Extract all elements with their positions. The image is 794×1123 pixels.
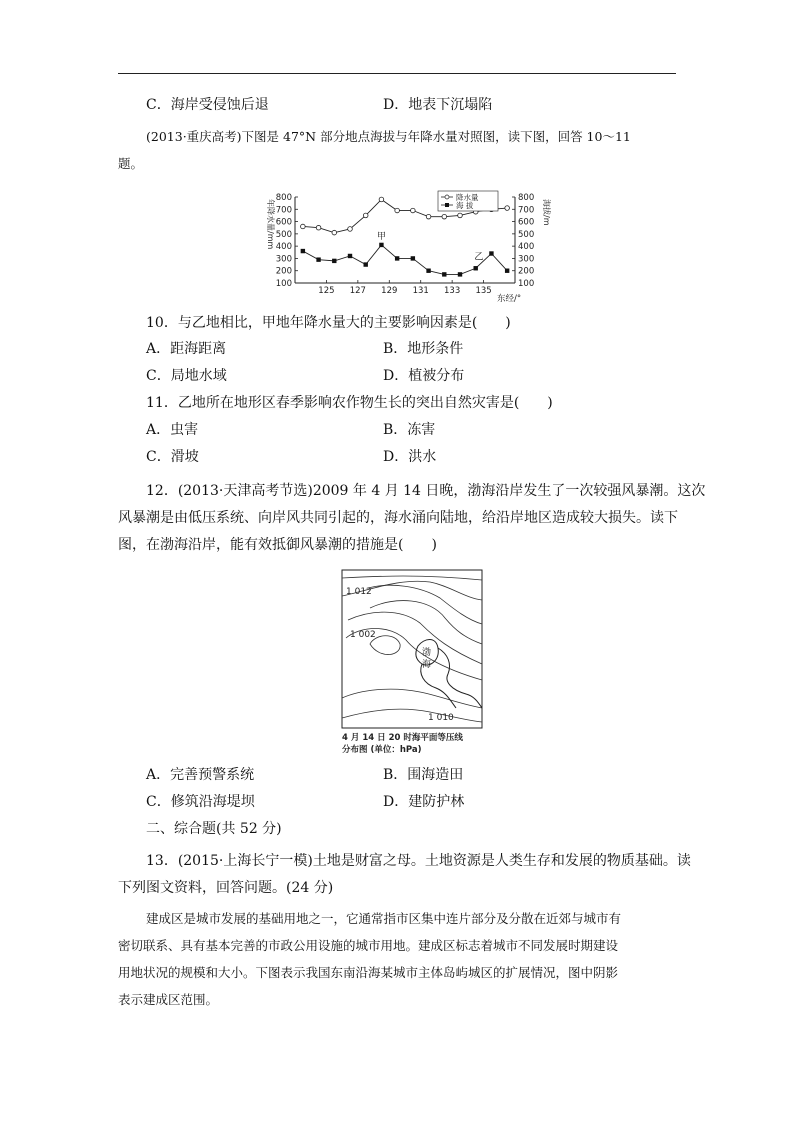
altitude-precipitation-chart [255, 185, 555, 305]
point-precipitation [332, 230, 337, 235]
y-tick-left-label: 800 [275, 193, 292, 203]
point-altitude [332, 259, 336, 263]
y-tick-right-label: 800 [518, 193, 535, 203]
y-tick-right-label: 300 [518, 254, 535, 265]
q10-option-a: A．距海距离 [146, 341, 227, 357]
header-rule [118, 73, 676, 74]
q12-option-c: C．修筑沿海堤坝 [146, 794, 255, 810]
y-tick-right-label: 600 [518, 217, 535, 228]
q11-option-a: A．虫害 [146, 422, 199, 438]
point-altitude [379, 243, 383, 247]
y-tick-right-label: 400 [518, 242, 535, 253]
x-tick-label: 127 [349, 286, 366, 296]
point-precipitation [301, 224, 306, 229]
q11-option-c: C．滑坡 [146, 449, 199, 465]
label-1010: 1 010 [428, 713, 454, 723]
y-tick-left-label: 600 [275, 217, 292, 228]
point-altitude [426, 269, 430, 273]
y-tick-right-label: 500 [518, 229, 535, 240]
q12-line1: 12．(2013·天津高考节选)2009 年 4 月 14 日晚，渤海沿岸发生了一次较强风暴潮。这次 [146, 483, 706, 499]
point-altitude [474, 266, 478, 270]
y-tick-left-label: 400 [275, 242, 292, 253]
label-bo: 渤 [422, 648, 432, 658]
point-precipitation [442, 214, 447, 219]
x-tick-label: 131 [412, 286, 429, 296]
y-tick-left-label: 700 [275, 205, 292, 216]
y-tick-left-label: 300 [275, 254, 292, 265]
point-precipitation [458, 213, 463, 218]
q9-option-c: C．海岸受侵蚀后退 [146, 97, 269, 113]
point-altitude [301, 249, 305, 253]
point-altitude [442, 272, 446, 276]
x-tick-label: 129 [381, 286, 398, 296]
map-caption-line2: 分布图 (单位：hPa) [342, 745, 422, 755]
q12-option-b: B．围海造田 [383, 767, 464, 783]
point-altitude [364, 262, 368, 266]
label-1002: 1 002 [350, 630, 376, 640]
isobar-map [340, 568, 485, 758]
q10-option-d: D．植被分布 [383, 368, 465, 384]
q11-option-b: B．冻害 [383, 422, 436, 438]
point-precipitation [505, 206, 510, 211]
legend-marker-circle [445, 195, 449, 199]
q13-material-line2: 密切联系、具有基本完善的市政公用设施的城市用地。建成区标志着城市不同发展时期建设 [118, 938, 619, 953]
x-tick-label: 135 [475, 286, 492, 296]
chart-ylabel-right: 海拔/m [542, 199, 551, 226]
point-precipitation [379, 197, 384, 202]
q10-option-b: B．地形条件 [383, 341, 464, 357]
q13-material-line4: 表示建成区范围。 [118, 992, 219, 1007]
point-altitude [316, 257, 320, 261]
map-caption-line1: 4 月 14 日 20 时海平面等压线 [342, 733, 463, 743]
q13-material-line1: 建成区是城市发展的基础用地之一，它通常指市区集中连片部分及分散在近郊与城市有 [146, 911, 622, 926]
point-precipitation [316, 225, 321, 230]
point-precipitation [395, 208, 400, 213]
point-precipitation [363, 213, 368, 218]
chart-ylabel-left: 年降水量/mm [266, 199, 275, 250]
y-tick-right-label: 200 [518, 266, 535, 277]
x-tick-label: 133 [444, 286, 461, 296]
point-altitude [489, 251, 493, 255]
chart-annotation: 甲 [376, 231, 386, 242]
section-2-heading: 二、综合题(共 52 分) [146, 821, 282, 837]
point-altitude [411, 256, 415, 260]
point-altitude [458, 272, 462, 276]
q13-line2: 下列图文资料，回答问题。(24 分) [118, 880, 334, 896]
y-tick-left-label: 500 [275, 229, 292, 240]
q13-line1: 13．(2015·上海长宁一模)土地是财富之母。土地资源是人类生存和发展的物质基础。读 [146, 853, 691, 869]
point-altitude [348, 254, 352, 258]
q10-stem: 10．与乙地相比，甲地年降水量大的主要影响因素是( ) [146, 315, 511, 331]
y-tick-left-label: 200 [275, 266, 292, 277]
point-altitude [395, 256, 399, 260]
label-hai: 海 [422, 660, 432, 670]
q12-option-d: D．建防护林 [383, 794, 465, 810]
q11-option-d: D．洪水 [383, 449, 437, 465]
q10-option-c: C．局地水域 [146, 368, 227, 384]
q9-option-d: D．地表下沉塌陷 [383, 97, 493, 113]
chart-xlabel: 东经/° [497, 294, 522, 304]
x-tick-label: 125 [318, 286, 335, 296]
q12-line2: 风暴潮是由低压系统、向岸风共同引起的，海水涌向陆地，给沿岸地区造成较大损失。读下 [118, 510, 678, 526]
intro-10-11-line2: 题。 [118, 156, 144, 171]
chart-annotation: 乙 [474, 252, 484, 263]
legend-label: 海 拔 [456, 201, 474, 210]
y-tick-right-label: 700 [518, 205, 535, 216]
q12-option-a: A．完善预警系统 [146, 767, 255, 783]
legend-label: 降水量 [456, 193, 479, 202]
q12-line3: 图，在渤海沿岸，能有效抵御风暴潮的措施是( ) [118, 537, 437, 553]
q11-stem: 11．乙地所在地形区春季影响农作物生长的突出自然灾害是( ) [146, 395, 553, 411]
y-tick-right-label: 100 [518, 279, 535, 289]
intro-10-11-line1: (2013·重庆高考)下图是 47°N 部分地点海拔与年降水量对照图，读下图，回答 10～11 [146, 129, 631, 144]
point-altitude [505, 269, 509, 273]
legend-marker-square [445, 203, 449, 207]
label-1012: 1 012 [346, 587, 372, 597]
point-precipitation [348, 227, 353, 232]
q13-material-line3: 用地状况的规模和大小。下图表示我国东南沿海某城市主体岛屿城区的扩展情况，图中阴影 [118, 965, 619, 980]
point-precipitation [426, 214, 431, 219]
y-tick-left-label: 100 [275, 279, 292, 289]
point-precipitation [411, 208, 416, 213]
